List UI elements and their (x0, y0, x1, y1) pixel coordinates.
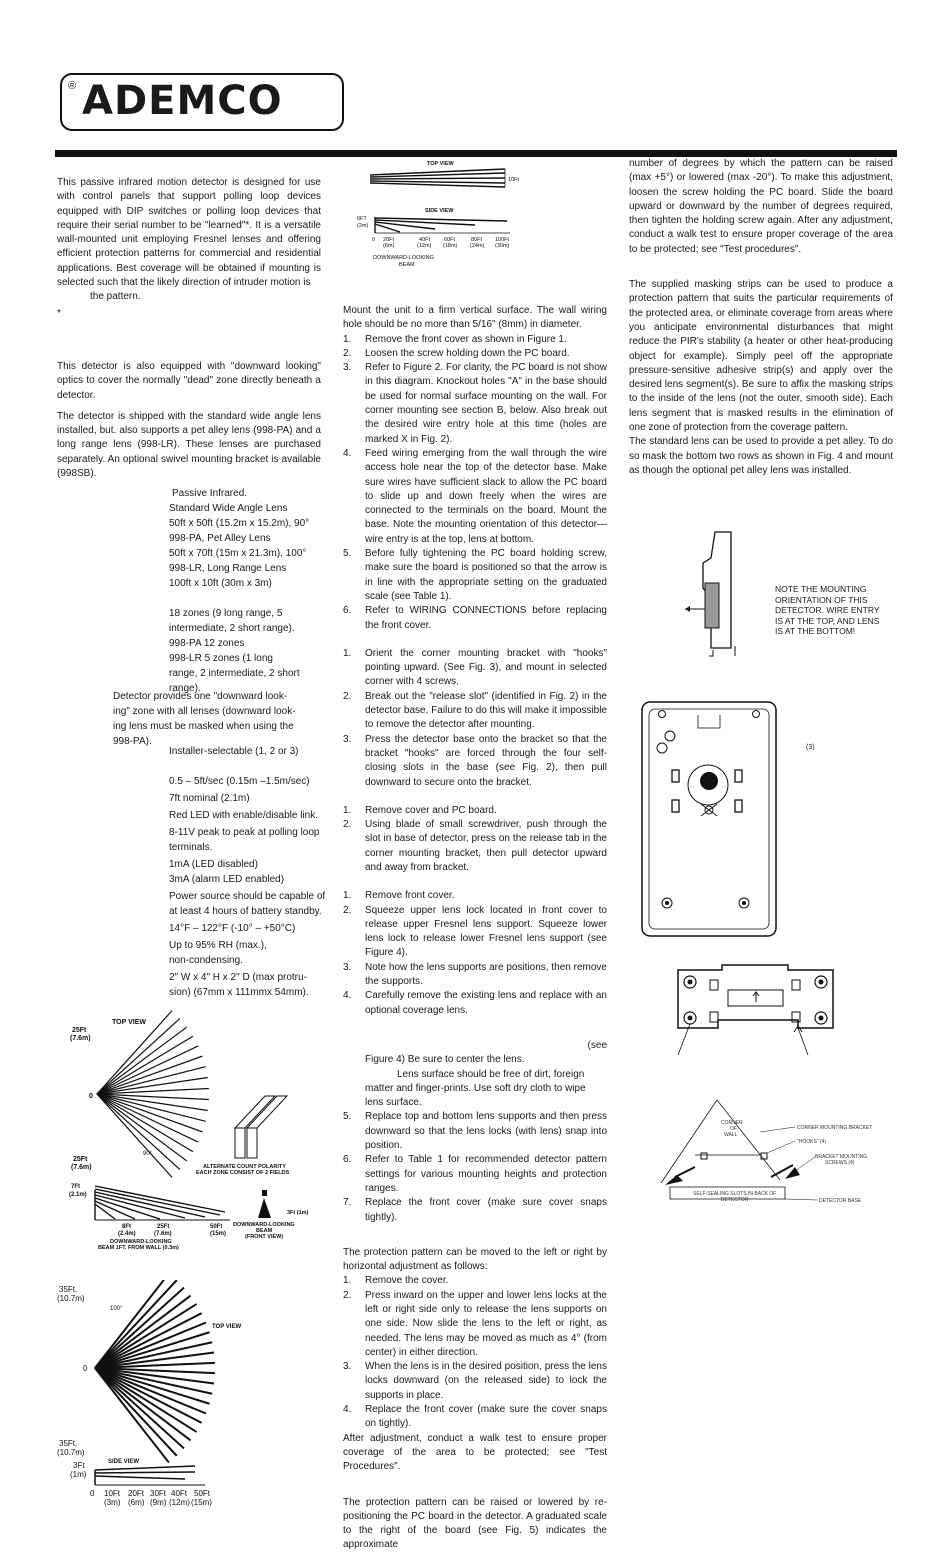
note-line-4: IS AT THE BOTTOM! (775, 626, 856, 636)
wide-x-25-m: (7.6m) (154, 1231, 172, 1237)
wide-x-8-m: (2.4m) (118, 1231, 136, 1237)
pa-x-50: 50Ft (194, 1489, 211, 1498)
step-text: Refer to Table 1 for recommended detector pattern settings for various mounting heights and protection ranges. (365, 1154, 607, 1194)
fig4-line: Figure 4) Be sure to center the lens. (365, 1054, 525, 1066)
after-adjust: After adjustment, conduct a walk test to ensure proper coverage of the area to be protected; see "Test Procedures". (343, 1432, 607, 1473)
base-label: (3) (806, 744, 815, 751)
corner-mounting-figure (635, 1095, 895, 1210)
step-item (343, 361, 607, 447)
lr-x-60-m: (18m) (443, 243, 458, 249)
step-item (343, 1289, 607, 1360)
pa-top-view: TOP VIEW (212, 1324, 242, 1330)
step-text: Squeeze upper lens lock located in front cover to release upper Fresnel lens support. Squeeze lower lens lock to release lower Fresnel lens support (see Figure 4). (365, 904, 607, 959)
spec-downward-2: ing lens must be masked when using the (113, 721, 294, 732)
lr-x-zero: 0 (372, 237, 376, 243)
spec-zone-3: 998-LR 5 zones (1 long (169, 653, 273, 664)
base-label-fig3: DETECTOR BASE (819, 1198, 862, 1204)
step-number: 3. (343, 362, 352, 374)
polarity-line-2: EACH ZONE CONSIST OF 2 FIELDS (196, 1170, 290, 1176)
pa-y-zero: 0 (83, 1364, 88, 1373)
step-number: 6. (343, 605, 352, 617)
step-number: 6. (343, 1154, 352, 1166)
step-text: Press the detector base onto the bracket so that the bracket "hooks" are forced through the four self-closing slots in the base (see Fig. 2), then pull downward to secure onto the bracket. (365, 733, 607, 788)
pa-x-20-m: (6m) (128, 1498, 145, 1507)
step-text: Note how the lens supports are positions, then remove the supports. (365, 961, 607, 988)
spec-zone-4: range, 2 intermediate, 2 short (169, 668, 300, 679)
note-line-0: NOTE THE MOUNTING (775, 584, 867, 594)
step-text: Remove the cover. (365, 1275, 449, 1287)
spec-downward-0: Detector provides one "downward look- (113, 691, 288, 702)
pa-x-zero: 0 (90, 1489, 95, 1498)
step-number: 1. (343, 890, 352, 902)
clean-line-0: Lens surface should be free of dirt, foreign (397, 1068, 585, 1080)
vertical-adjust-cont: number of degrees by which the pattern can be raised (max +5°) or lowered (max -20°). To make this adjustment, loosen the screw holding the PC board. Slide the board upward or downward by the number of degrees required, then tighten the holding screw again. After any adjustment, conduct a walk test to ensure proper coverage of the area to be protected; see "Test procedures". (629, 158, 893, 255)
wide-fan-pattern (97, 1011, 209, 1177)
pet-alley-pattern-figure (55, 1280, 345, 1540)
screws-label-0: BRACKET MOUNTING (815, 1154, 868, 1160)
fan-beam (97, 1094, 180, 1169)
step-item (343, 1196, 607, 1225)
step-item (343, 1153, 607, 1196)
pa-x-40: 40Ft (171, 1489, 188, 1498)
lr-side-h-m: (2m) (357, 223, 369, 229)
intro-tail: the pattern. (90, 291, 141, 303)
slots-label-1: DETECTOR (721, 1197, 749, 1203)
down-beam-2: (FRONT VIEW) (245, 1234, 284, 1240)
down-beam-0: DOWNWARD-LOOKING (233, 1222, 295, 1228)
masking-paragraph: The supplied masking strips can be used to produce a protection pattern that suits the particular requirements of the protected area, or eliminate coverage from areas where you anticipate environmental disturbances that might reduce the PIR's stability (a heater or other heat-producing object for example). Simply peel off the appropriate pressure-sensitive adhesive strip(s) and apply over the desired lens segment(s). Be sure to affix the masking strips to the inside of the lens (not the outer, smooth side). Each lens segment that is masked results in the elimination of one zone of protection from the coverage pattern. (629, 279, 893, 434)
wide-side-view (95, 1186, 230, 1220)
corner-label-1: OF (730, 1126, 737, 1132)
step-text: Orient the corner mounting bracket with "hooks" pointing upward. (See Fig. 3), and mount in selected corner with 4 screws. (365, 647, 607, 688)
lr-down-beam-1: BEAM (399, 262, 415, 268)
step-text: Refer to Figure 2. For clarity, the PC board is not show in this diagram. Knockout holes "A" in the base should be used for normal surface mounting on the wall. For corner mounting see section B, below. Also break out the desired wire entry hole at this time (holes are marked X in Fig. 2). (365, 362, 607, 445)
horiz-intro: The protection pattern can be moved to the left or right by horizontal adjustment as follows: (343, 1246, 607, 1273)
wide-y-bot-m: (7.6m) (71, 1164, 92, 1171)
step-number: 1. (343, 333, 352, 345)
spec-type: Passive Infrared. (172, 488, 248, 499)
note-line-2: DETECTOR. WIRE ENTRY (775, 605, 880, 615)
step-item (343, 1110, 607, 1153)
corner-bracket-figure (668, 960, 848, 1060)
spec-pulse: Installer-selectable (1, 2 or 3) (169, 746, 299, 757)
wide-x-8: 8Ft (122, 1224, 131, 1230)
shipped-paragraph: The detector is shipped with the standard wide angle lens installed, but. also supports a pet alley lens (998-PA) and a long range lens (998-LR). These lenses are purchased separately. An optional swivel mounting bracket is available (998SB). (57, 410, 321, 480)
wide-side-h-m: (2.1m) (69, 1192, 87, 1198)
step-number: 4. (343, 1404, 352, 1416)
step-text: Using blade of small screwdriver, push through the slot in base of detector, press on the release tab in the corner mounting bracket, then pull detector upward and away from bracket. (365, 819, 607, 873)
step-item (343, 333, 607, 347)
pa-x-50-m: (15m) (191, 1498, 212, 1507)
step-item (343, 647, 607, 690)
step-text: Replace top and bottom lens supports and then press downward so that the lens locks (with lens) snap into position. (365, 1111, 607, 1152)
step-number: 3. (343, 733, 352, 745)
down-wall-0: DOWNWARD-LOOKING (110, 1239, 172, 1245)
slots-label-0: SELF-SEALING SLOTS IN BACK OF (693, 1191, 777, 1197)
step-number: 2. (343, 690, 352, 702)
down-beam-1: BEAM (256, 1228, 273, 1234)
wide-y-zero: 0 (89, 1093, 93, 1100)
pa-x-40-m: (12m) (169, 1498, 190, 1507)
pa-y-bot: 35Ft. (59, 1439, 78, 1448)
clean-line-1: matter and finger-prints. Use soft dry cloth to wipe (365, 1082, 586, 1094)
spec-lens-1: 50ft x 50ft (15.2m x 15.2m), 90° (169, 518, 310, 529)
pa-x-30-m: (9m) (150, 1498, 167, 1507)
brand-wordmark: ADEMCO (82, 78, 283, 124)
spec-current-0: 1mA (LED disabled) (169, 859, 258, 870)
specifications-2 (169, 744, 329, 1000)
spec-zone-1: intermediate, 2 short range). (169, 623, 295, 634)
corner-label-0: CORNER (721, 1120, 743, 1126)
wide-y-bot: 25Ft (73, 1156, 88, 1163)
step-item (343, 347, 607, 361)
step-number: 5. (343, 1111, 352, 1123)
spec-humidity-1: non-condensing. (169, 955, 243, 966)
spec-lens-0: Standard Wide Angle Lens (169, 503, 288, 514)
step-text: When the lens is in the desired position, press the lens locks downward (on the released side) to lock the supports in place. (365, 1361, 607, 1401)
lr-x-40: 40Ft (419, 237, 431, 243)
step-text: Refer to WIRING CONNECTIONS before replacing the front cover. (365, 605, 607, 631)
step-number: 3. (343, 961, 352, 973)
hooks-label: "HOOKS" (4) (797, 1139, 827, 1145)
step-number: 2. (343, 347, 352, 359)
spec-zone-0: 18 zones (9 long range, 5 (169, 608, 283, 619)
spec-lens-2: 998-PA, Pet Alley Lens (169, 533, 271, 544)
corner-label-2: WALL (724, 1132, 738, 1138)
lr-side-view-beams (375, 217, 510, 233)
step-text: Carefully remove the existing lens and replace with an optional coverage lens. (365, 990, 607, 1016)
polarity-line-1: ALTERNATE COUNT POLARITY (203, 1164, 286, 1170)
spec-power: Power source should be capable of at least 4 hours of battery standby. (169, 891, 326, 917)
lr-side-h: 6FT (357, 216, 367, 222)
step-item (343, 1360, 607, 1403)
fan-beam (97, 1094, 172, 1177)
step-number: 3. (343, 1361, 352, 1373)
step-number: 1. (343, 1275, 352, 1287)
pa-x-20: 20Ft (128, 1489, 145, 1498)
fan-beam (97, 1027, 187, 1094)
lr-x-100: 100Ft (495, 237, 510, 243)
spec-lens-4: 998-LR, Long Range Lens (169, 563, 287, 574)
screws-label-1: SCREWS (4) (825, 1160, 855, 1166)
spec-voltage: 8-11V peak to peak at polling loop terminals. (169, 827, 320, 853)
bracket-label: CORNER MOUNTING BRACKET (797, 1125, 873, 1131)
pa-x-10-m: (3m) (104, 1498, 121, 1507)
wide-angle-pattern-figure (55, 1010, 345, 1260)
wide-side-h: 7Ft (71, 1184, 80, 1190)
step-item (343, 961, 607, 990)
spec-downward (113, 689, 313, 749)
spec-dims-1: sion) (67mm x 111mmx 54mm). (169, 987, 309, 998)
step-item (343, 818, 607, 875)
wide-x-50: 50Ft (210, 1224, 223, 1230)
vertical-adjust: The protection pattern can be raised or lowered by re-positioning the PC board in the detector. A graduated scale to the right of the board (see Fig. 5) indicates the approximate (343, 1496, 607, 1551)
step-item (343, 804, 607, 818)
down-wall-1: BEAM 1FT. FROM WALL (0.3m) (98, 1245, 179, 1251)
step-text: Remove front cover. (365, 890, 455, 902)
step-item (343, 904, 607, 961)
spec-temp: 14°F – 122°F (-10° – +50°C) (169, 923, 296, 934)
lr-side-view: SIDE VIEW (425, 208, 454, 214)
pet-alley-paragraph: The standard lens can be used to provide a pet alley. To do so mask the bottom two rows as shown in Fig. 4 and mount as though the optional pet alley lens was installed. (629, 436, 893, 476)
down-beam-icon (258, 1190, 271, 1218)
pa-y-top-m: (10.7m) (57, 1294, 85, 1303)
step-item (343, 547, 607, 604)
step-number: 2. (343, 904, 352, 916)
lr-x-80: 80Ft (471, 237, 483, 243)
lr-x-60: 60Ft (444, 237, 456, 243)
spec-downward-3: 998-PA). (113, 736, 152, 747)
pa-angle: 100° (110, 1306, 123, 1312)
step-number: 4. (343, 990, 352, 1002)
fan-beam (95, 1288, 184, 1368)
registered-mark: ® (68, 80, 77, 92)
spec-zone-2: 998-PA 12 zones (169, 638, 245, 649)
fan-beam (97, 1094, 187, 1161)
lr-x-40-m: (12m) (417, 243, 432, 249)
remove-steps (343, 804, 607, 875)
wide-y-top-m: (7.6m) (70, 1035, 91, 1042)
lr-down-beam-0: DOWNWARD-LOOKING (373, 255, 434, 261)
middle-column (343, 304, 607, 1553)
step-number: 5. (343, 548, 352, 560)
wide-x-50-m: (15m) (210, 1231, 227, 1237)
spec-humidity-0: Up to 95% RH (max.), (169, 940, 267, 951)
wide-y-top: 25Ft (72, 1027, 87, 1034)
step-number: 4. (343, 447, 352, 459)
spec-zone-5: range). (169, 683, 201, 694)
corner-steps (343, 647, 607, 790)
footnote-mark: * (57, 307, 61, 319)
detector-base-figure (640, 700, 780, 940)
mount-steps (343, 333, 607, 633)
long-range-pattern-figure (355, 155, 525, 275)
lr-x-20: 20Ft (383, 237, 395, 243)
right-column (629, 157, 893, 478)
pa-x-10: 10Ft (104, 1489, 121, 1498)
see-ref: (see (587, 1039, 607, 1051)
step-item (343, 989, 607, 1018)
spec-lens-5: 100ft x 10ft (30m x 3m) (169, 578, 272, 589)
specifications (169, 486, 329, 696)
polarity-fields (235, 1096, 287, 1158)
horiz-steps (343, 1274, 607, 1431)
step-text: Remove the front cover as shown in Figure 1. (365, 333, 567, 345)
step-item (343, 447, 607, 547)
lens-steps-b (343, 1110, 607, 1224)
step-number: 2. (343, 819, 352, 831)
note-line-3: IS AT THE TOP, AND LENS (775, 615, 880, 626)
step-text: Loosen the screw holding down the PC board. (365, 347, 570, 359)
lr-top-view-beams (370, 169, 505, 187)
lens-steps (343, 889, 607, 1018)
downward-paragraph: This detector is also equipped with "downward looking" optics to cover the normally "dead" zone directly beneath a detector. (57, 360, 321, 401)
lr-width: 10Ft (508, 177, 520, 183)
mounting-note (775, 584, 895, 637)
spec-led: Red LED with enable/disable link. (169, 810, 318, 821)
spec-height: 7ft nominal (2.1m) (169, 793, 250, 804)
spec-current-1: 3mA (alarm LED enabled) (169, 874, 285, 885)
pa-y-bot-m: (10.7m) (57, 1448, 85, 1457)
step-item (343, 690, 607, 733)
step-item (343, 1274, 607, 1288)
step-text: Remove cover and PC board. (365, 804, 497, 816)
step-text: Press inward on the upper and lower lens locks at the left or right side only to release the lens supports on one side. Now slide the lens to the left or right, as needed. The lens may be moved as much as 4° (from center) in either direction. (365, 1289, 607, 1358)
pa-side-h: 3Ft (73, 1461, 85, 1470)
lr-x-80-m: (24m) (470, 243, 485, 249)
lr-x-20-m: (6m) (383, 243, 395, 249)
mount-intro: Mount the unit to a firm vertical surface. The wall wiring hole should be no more than 5/16" (8mm) in diameter. (343, 305, 607, 331)
step-text: Replace the front cover (make sure cover snaps tightly). (365, 1197, 607, 1223)
step-text: Feed wiring emerging from the wall through the wire access hole near the top of the detector base. Make sure wires have sufficient slack to allow the PC board to slide up and down freely when the wires are connected to the terminals on the board. Mount the base. Note the mounting orientation of this detector—wire entry is at the top, lens at bottom. (365, 447, 607, 545)
step-text: Before fully tightening the PC board holding screw, make sure the board is positioned so that the arrow is in line with the appropriate setting on the graduated scale (see Table 1). (365, 548, 607, 602)
fan-beam (97, 1019, 180, 1094)
step-item (343, 604, 607, 633)
lr-top-view: TOP VIEW (427, 161, 454, 167)
step-text: Replace the front cover (make sure the cover snaps on tightly). (365, 1404, 607, 1430)
pa-side-h-m: (1m) (70, 1470, 87, 1479)
pa-y-top: 35Ft. (59, 1285, 78, 1294)
pa-side-view (95, 1466, 205, 1485)
spec-lens-3: 50ft x 70ft (15m x 21.3m), 100° (169, 548, 307, 559)
wide-top-view-label: TOP VIEW (112, 1019, 146, 1026)
clean-line-2: lens surface. (365, 1097, 422, 1109)
three-ft-label: 3Ft (1m) (287, 1210, 309, 1216)
spec-speed: 0.5 – 5ft/sec (0.15m –1.5m/sec) (169, 776, 310, 787)
pa-x-30: 30Ft (150, 1489, 167, 1498)
step-text: Break out the "release slot" (identified in Fig. 2) in the detector base. Failure to do this will make it impossible to remove the detector after mounting. (365, 690, 607, 731)
lr-x-100-m: (30m) (495, 243, 510, 249)
detector-side-figure (675, 528, 765, 663)
intro-paragraph: This passive infrared motion detector is designed for use with control panels that support polling loop devices equipped with DIP switches or polling loop devices that require their serial number to be "learned"*. It is a versatile wall-mounted unit employing Fresnel lenses and offering efficient protection patterns for commercial and residential applications. Best coverage will be obtained if mounting is selected such that the likely direction of intruder motion is (57, 177, 321, 289)
wide-angle-label: 90° (143, 1151, 153, 1157)
step-item (343, 1403, 607, 1432)
step-number: 1. (343, 804, 352, 816)
step-number: 7. (343, 1197, 352, 1209)
note-line-1: ORIENTATION OF THIS (775, 594, 868, 605)
step-number: 1. (343, 647, 352, 659)
spec-dims-0: 2" W x 4" H x 2" D (max protru- (169, 972, 307, 983)
step-number: 2. (343, 1289, 352, 1301)
fan-beam (95, 1368, 184, 1448)
step-item (343, 889, 607, 903)
left-column (57, 176, 321, 481)
wide-x-25: 25Ft (157, 1224, 170, 1230)
spec-downward-1: ing" zone with all lenses (downward look- (113, 706, 296, 717)
step-item (343, 733, 607, 790)
pa-side-view: SIDE VIEW (108, 1459, 140, 1465)
